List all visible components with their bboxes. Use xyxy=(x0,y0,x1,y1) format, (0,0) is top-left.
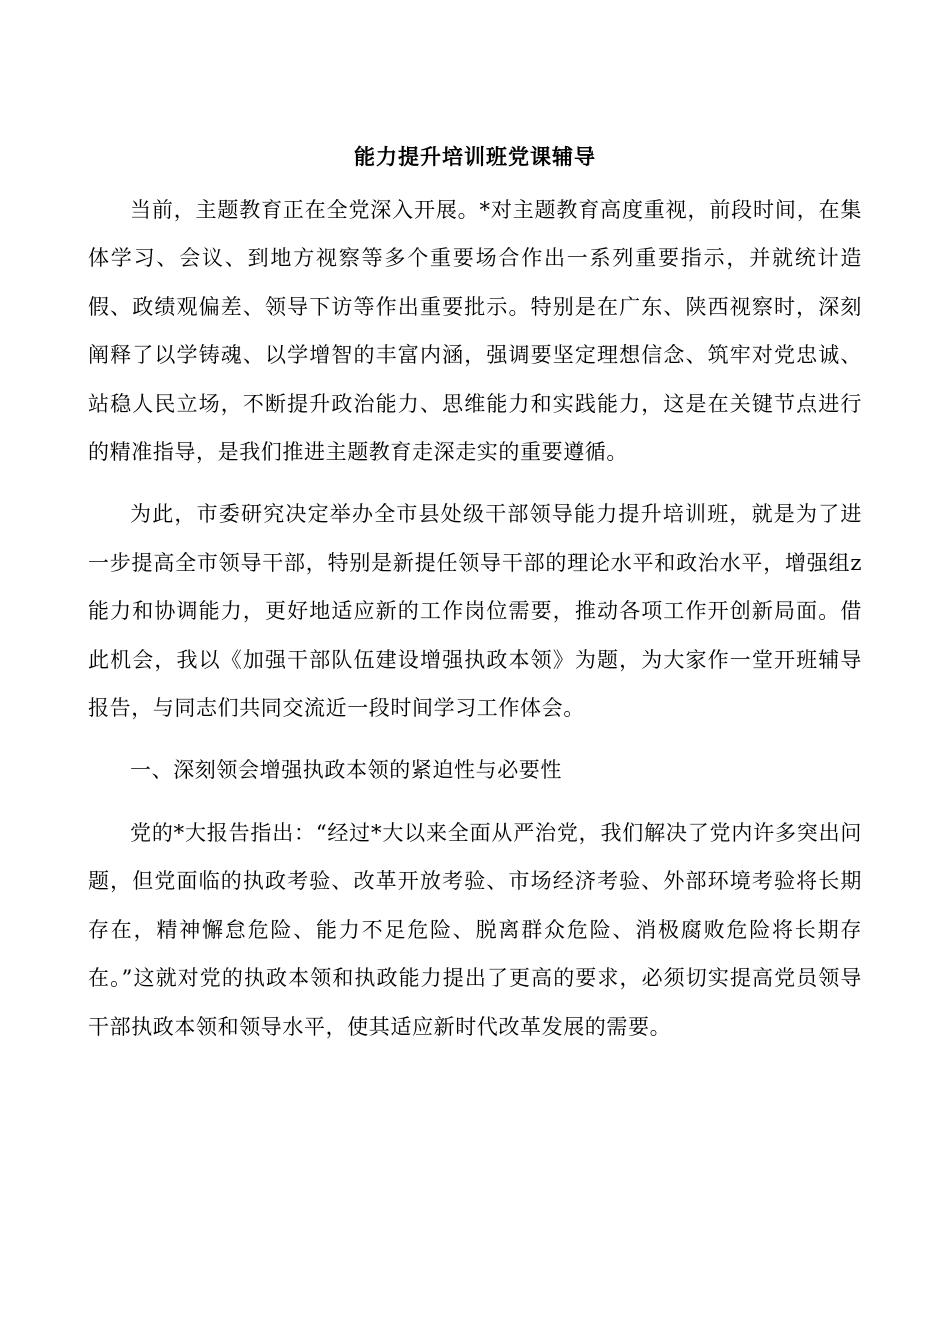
document-title: 能力提升培训班党课辅导 xyxy=(354,144,596,169)
section-heading-1: 一、深刻领会增强执政本领的紧迫性与必要性 xyxy=(130,758,562,783)
document-body xyxy=(88,138,862,1065)
body-paragraph-1: 当前，主题教育正在全党深入开展。*对主题教育高度重视，前段时间，在集体学习、会议、到地方视察等多个重要场合作出一系列重要指示，并就统计造假、政绩观偏差、领导下访等作出重要批示。特别是在广东、陕西视察时，深刻阐释了以学铸魂、以学增智的丰富内涵，强调要坚定理想信念、筑牢对党忠诚、站稳人民立场，不断提升政治能力、思维能力和实践能力，这是在关键节点进行的精准指导，是我们推进主题教育走深走实的重要遵循。 xyxy=(88,198,862,465)
section-paragraph-1: 党的*大报告指出：“经过*大以来全面从严治党，我们解决了党内许多突出问题，但党面临的执政考验、改革开放考验、市场经济考验、外部环境考验将长期存在，精神懈怠危险、能力不足危险、脱离群众危险、消极腐败危险将长期存在。”这就对党的执政本领和执政能力提出了更高的要求，必须切实提高党员领导干部执政本领和领导水平，使其适应新时代改革发展的需要。 xyxy=(88,820,862,1039)
body-paragraph-2: 为此，市委研究决定举办全市县处级干部领导能力提升培训班，就是为了进一步提高全市领导干部，特别是新提任领导干部的理论水平和政治水平，增强组z能力和协调能力，更好地适应新的工作岗位需要，推动各项工作开创新局面。借此机会，我以《加强干部队伍建设增强执政本领》为题，为大家作一堂开班辅导报告，与同志们共同交流近一段时间学习工作体会。 xyxy=(88,502,862,721)
